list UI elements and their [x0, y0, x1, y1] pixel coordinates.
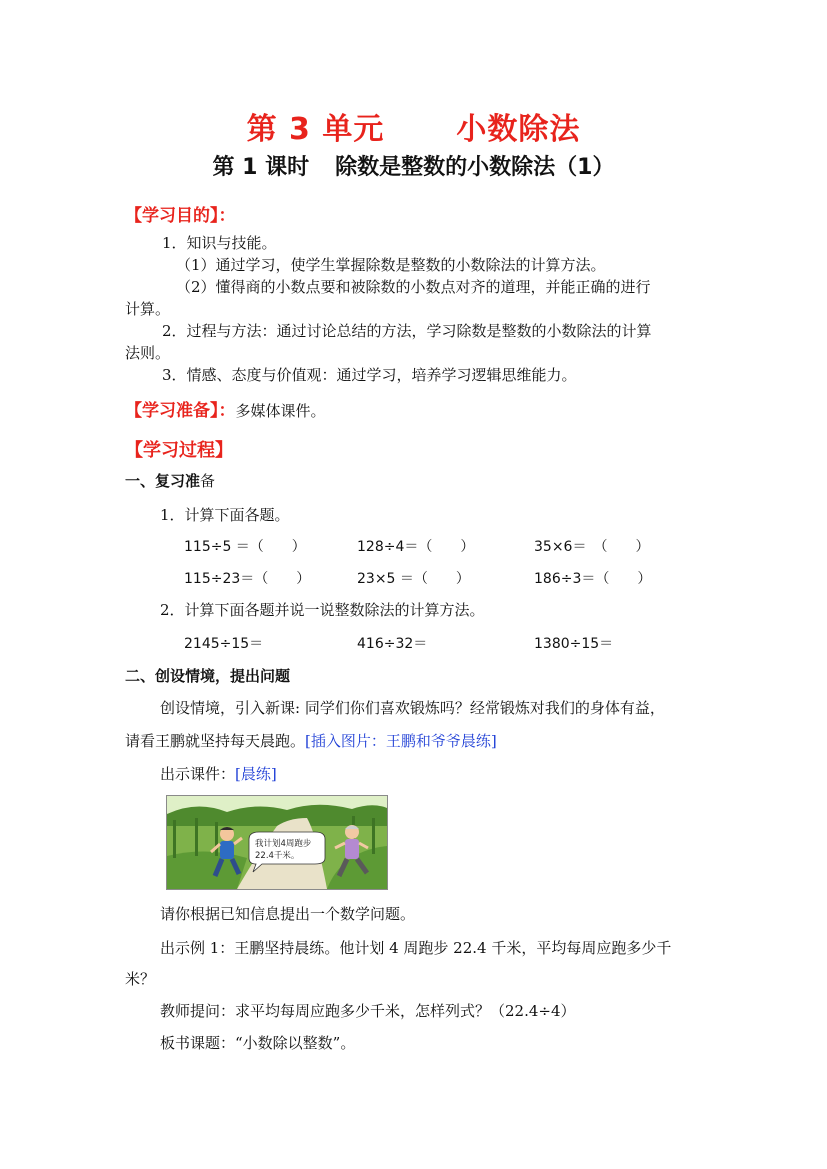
part2-p3a: 出示例 1：王鹏坚持晨练。他计划 4 周跑步 22.4 千米，平均每周应跑多少千 [160, 939, 672, 957]
math-cell: 186÷3＝（ ） [534, 571, 652, 587]
part1-heading-tail: 备 [200, 472, 216, 490]
prep-text: 多媒体课件。 [235, 402, 326, 420]
show-label: 出示课件： [160, 765, 236, 783]
math-cell: 2145÷15＝ [184, 636, 264, 652]
part2-p2: 请你根据已知信息提出一个数学问题。 [160, 905, 416, 923]
goals-line-3a: （2）懂得商的小数点要和被除数的小数点对齐的道理，并能正确的进行 [176, 278, 651, 296]
part2-p1b: 请看王鹏就坚持每天晨跑。 [125, 732, 306, 750]
unit-title [0, 104, 827, 148]
insert-image-link[interactable]: [插入图片：王鹏和爷爷晨练] [305, 732, 497, 750]
lesson-title [0, 150, 827, 181]
goals-heading: 【学习目的】： [125, 206, 236, 226]
math-cell: 35×6＝ （ ） [534, 539, 650, 555]
part2-p1b-row [125, 730, 497, 752]
prep-row [125, 396, 326, 422]
bubble-line-1: 我计划4周跑步 [255, 839, 312, 849]
bubble-line-2: 22.4千米。 [255, 851, 300, 861]
part2-p4: 教师提问：求平均每周应跑多少千米，怎样列式？（22.4÷4） [160, 1002, 576, 1020]
part1-heading [125, 470, 215, 491]
part1-item-1: 1．计算下面各题。 [160, 506, 290, 524]
math-cell: 115÷23＝（ ） [184, 571, 311, 587]
prep-heading: 【学习准备】： [125, 401, 236, 421]
goals-line-1: 1．知识与技能。 [162, 234, 277, 252]
morning-exercise-link[interactable]: [晨练] [235, 765, 277, 783]
goals-line-2: （1）通过学习，使学生掌握除数是整数的小数除法的计算方法。 [176, 256, 606, 274]
math-cell: 115÷5 ＝（ ） [184, 539, 306, 555]
math-cell: 416÷32＝ [357, 636, 428, 652]
part2-heading: 二、创设情境，提出问题 [125, 667, 291, 685]
part2-p1a: 创设情境，引入新课: 同学们你们喜欢锻炼吗？经常锻炼对我们的身体有益， [160, 699, 665, 717]
math-cell: 128÷4＝（ ） [357, 539, 475, 555]
unit-number: 第 3 单元 [246, 112, 385, 147]
goals-line-3b: 计算。 [125, 300, 171, 318]
part1-heading-bold: 一、复习准 [125, 472, 201, 490]
show-courseware-row [160, 763, 277, 785]
lesson-number: 第 1 课时 [212, 155, 310, 180]
goals-line-4a: 2．过程与方法：通过讨论总结的方法，学习除数是整数的小数除法的计算 [162, 322, 652, 340]
part1-item-2: 2．计算下面各题并说一说整数除法的计算方法。 [160, 601, 485, 619]
process-heading: 【学习过程】 [125, 440, 233, 461]
math-cell: 23×5 ＝（ ） [357, 571, 470, 587]
goals-line-5: 3．情感、态度与价值观：通过学习，培养学习逻辑思维能力。 [162, 366, 577, 384]
math-cell: 1380÷15＝ [534, 636, 614, 652]
unit-name: 小数除法 [456, 112, 581, 147]
morning-run-illustration [166, 795, 388, 890]
goals-line-4b: 法则。 [125, 344, 171, 362]
morning-run-scene [167, 796, 387, 889]
lesson-name: 除数是整数的小数除法（1） [335, 155, 615, 180]
part2-p5: 板书课题：“小数除以整数”。 [160, 1034, 356, 1052]
part2-p3b: 米？ [125, 970, 156, 988]
